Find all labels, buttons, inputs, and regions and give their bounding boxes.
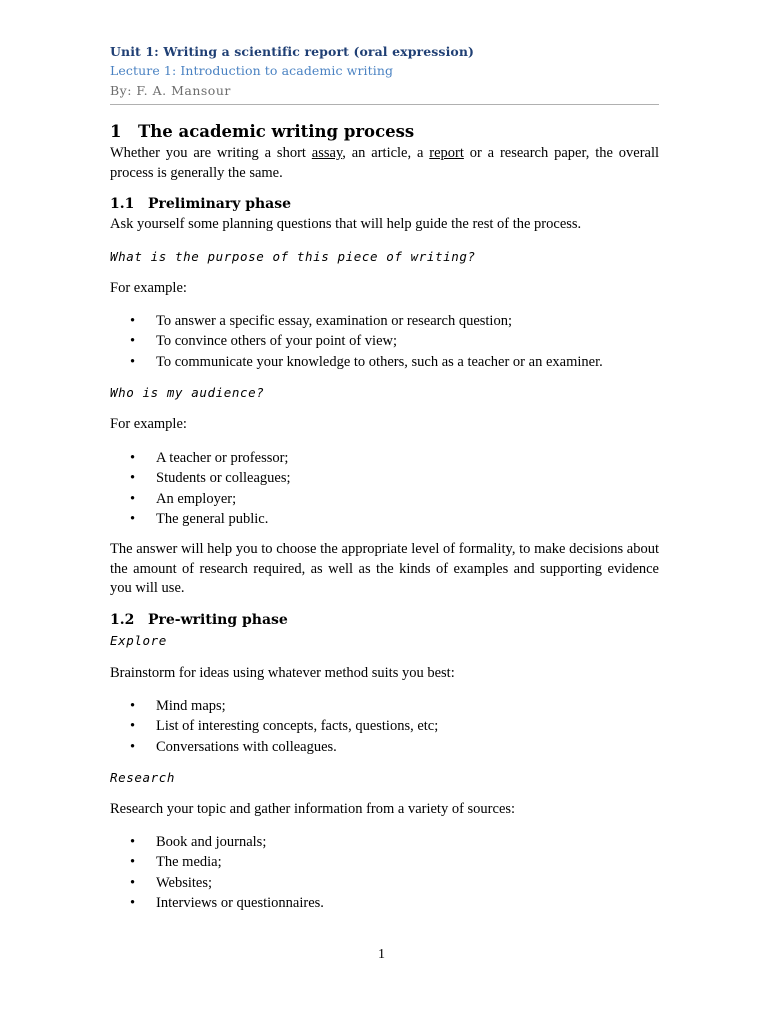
section-1-1-heading [110,196,291,212]
section-number: 1 [110,122,122,141]
assay-link[interactable]: assay [311,145,343,161]
section-number: 1.2 [110,612,135,628]
header-lecture: Lecture 1: Introduction to academic writing [110,63,394,78]
list-item: • An employer; [110,489,291,509]
audience-question: Who is my audience? [110,385,265,400]
list-item: • To communicate your knowledge to others, such as a teacher or an examiner. [110,352,603,372]
header-author: By: F. A. Mansour [110,83,231,98]
section-1-2-heading [110,612,288,628]
list-item: • Conversations with colleagues. [110,737,438,757]
brainstorm-text: Brainstorm for ideas using whatever method suits you best: [110,665,455,681]
section-1-intro [110,144,659,183]
running-header [110,42,659,101]
list-item: • Book and journals; [110,832,324,852]
purpose-question: What is the purpose of this piece of writing? [110,249,476,264]
example-label: For example: [110,280,187,296]
brainstorm-list [110,696,438,757]
list-item: • The general public. [110,509,291,529]
audience-list [110,448,291,529]
intro-text: or a research paper, the overall process is generally the same. [110,145,660,181]
list-item: • Websites; [110,873,324,893]
list-item: • The media; [110,852,324,872]
list-item: • To answer a specific essay, examination or research question; [110,311,603,331]
planning-intro: Ask yourself some planning questions that will help guide the rest of the process. [110,216,582,232]
list-item: • List of interesting concepts, facts, questions, etc; [110,716,438,736]
list-item: • Mind maps; [110,696,438,716]
section-title: Pre-writing phase [148,612,288,628]
example-label: For example: [110,416,187,432]
list-item: • To convince others of your point of view; [110,331,603,351]
section-number: 1.1 [110,196,135,212]
answer-paragraph: The answer will help you to choose the appropriate level of formality, to make decisions about the amount of research required, as well as the kinds of examples and supporting evidence you will use. [110,541,659,596]
sources-list [110,832,324,913]
section-title: Preliminary phase [148,196,292,212]
header-divider [110,104,659,105]
header-unit: Unit 1: Writing a scientific report (oral expression) [110,44,475,59]
section-title: The academic writing process [138,122,415,141]
section-1-heading [110,122,414,141]
intro-text: Whether you are writing a short [110,145,312,161]
report-link[interactable]: report [429,145,464,161]
document-page [110,42,660,911]
intro-text: , an article, a [342,145,430,161]
research-subheading: Research [110,770,176,785]
explore-subheading: Explore [110,633,167,648]
list-item: • Interviews or questionnaires. [110,893,324,913]
list-item: • Students or colleagues; [110,468,291,488]
research-text: Research your topic and gather information from a variety of sources: [110,801,516,817]
page-number: 1 [378,947,385,962]
list-item: • A teacher or professor; [110,448,291,468]
purpose-list [110,311,603,372]
